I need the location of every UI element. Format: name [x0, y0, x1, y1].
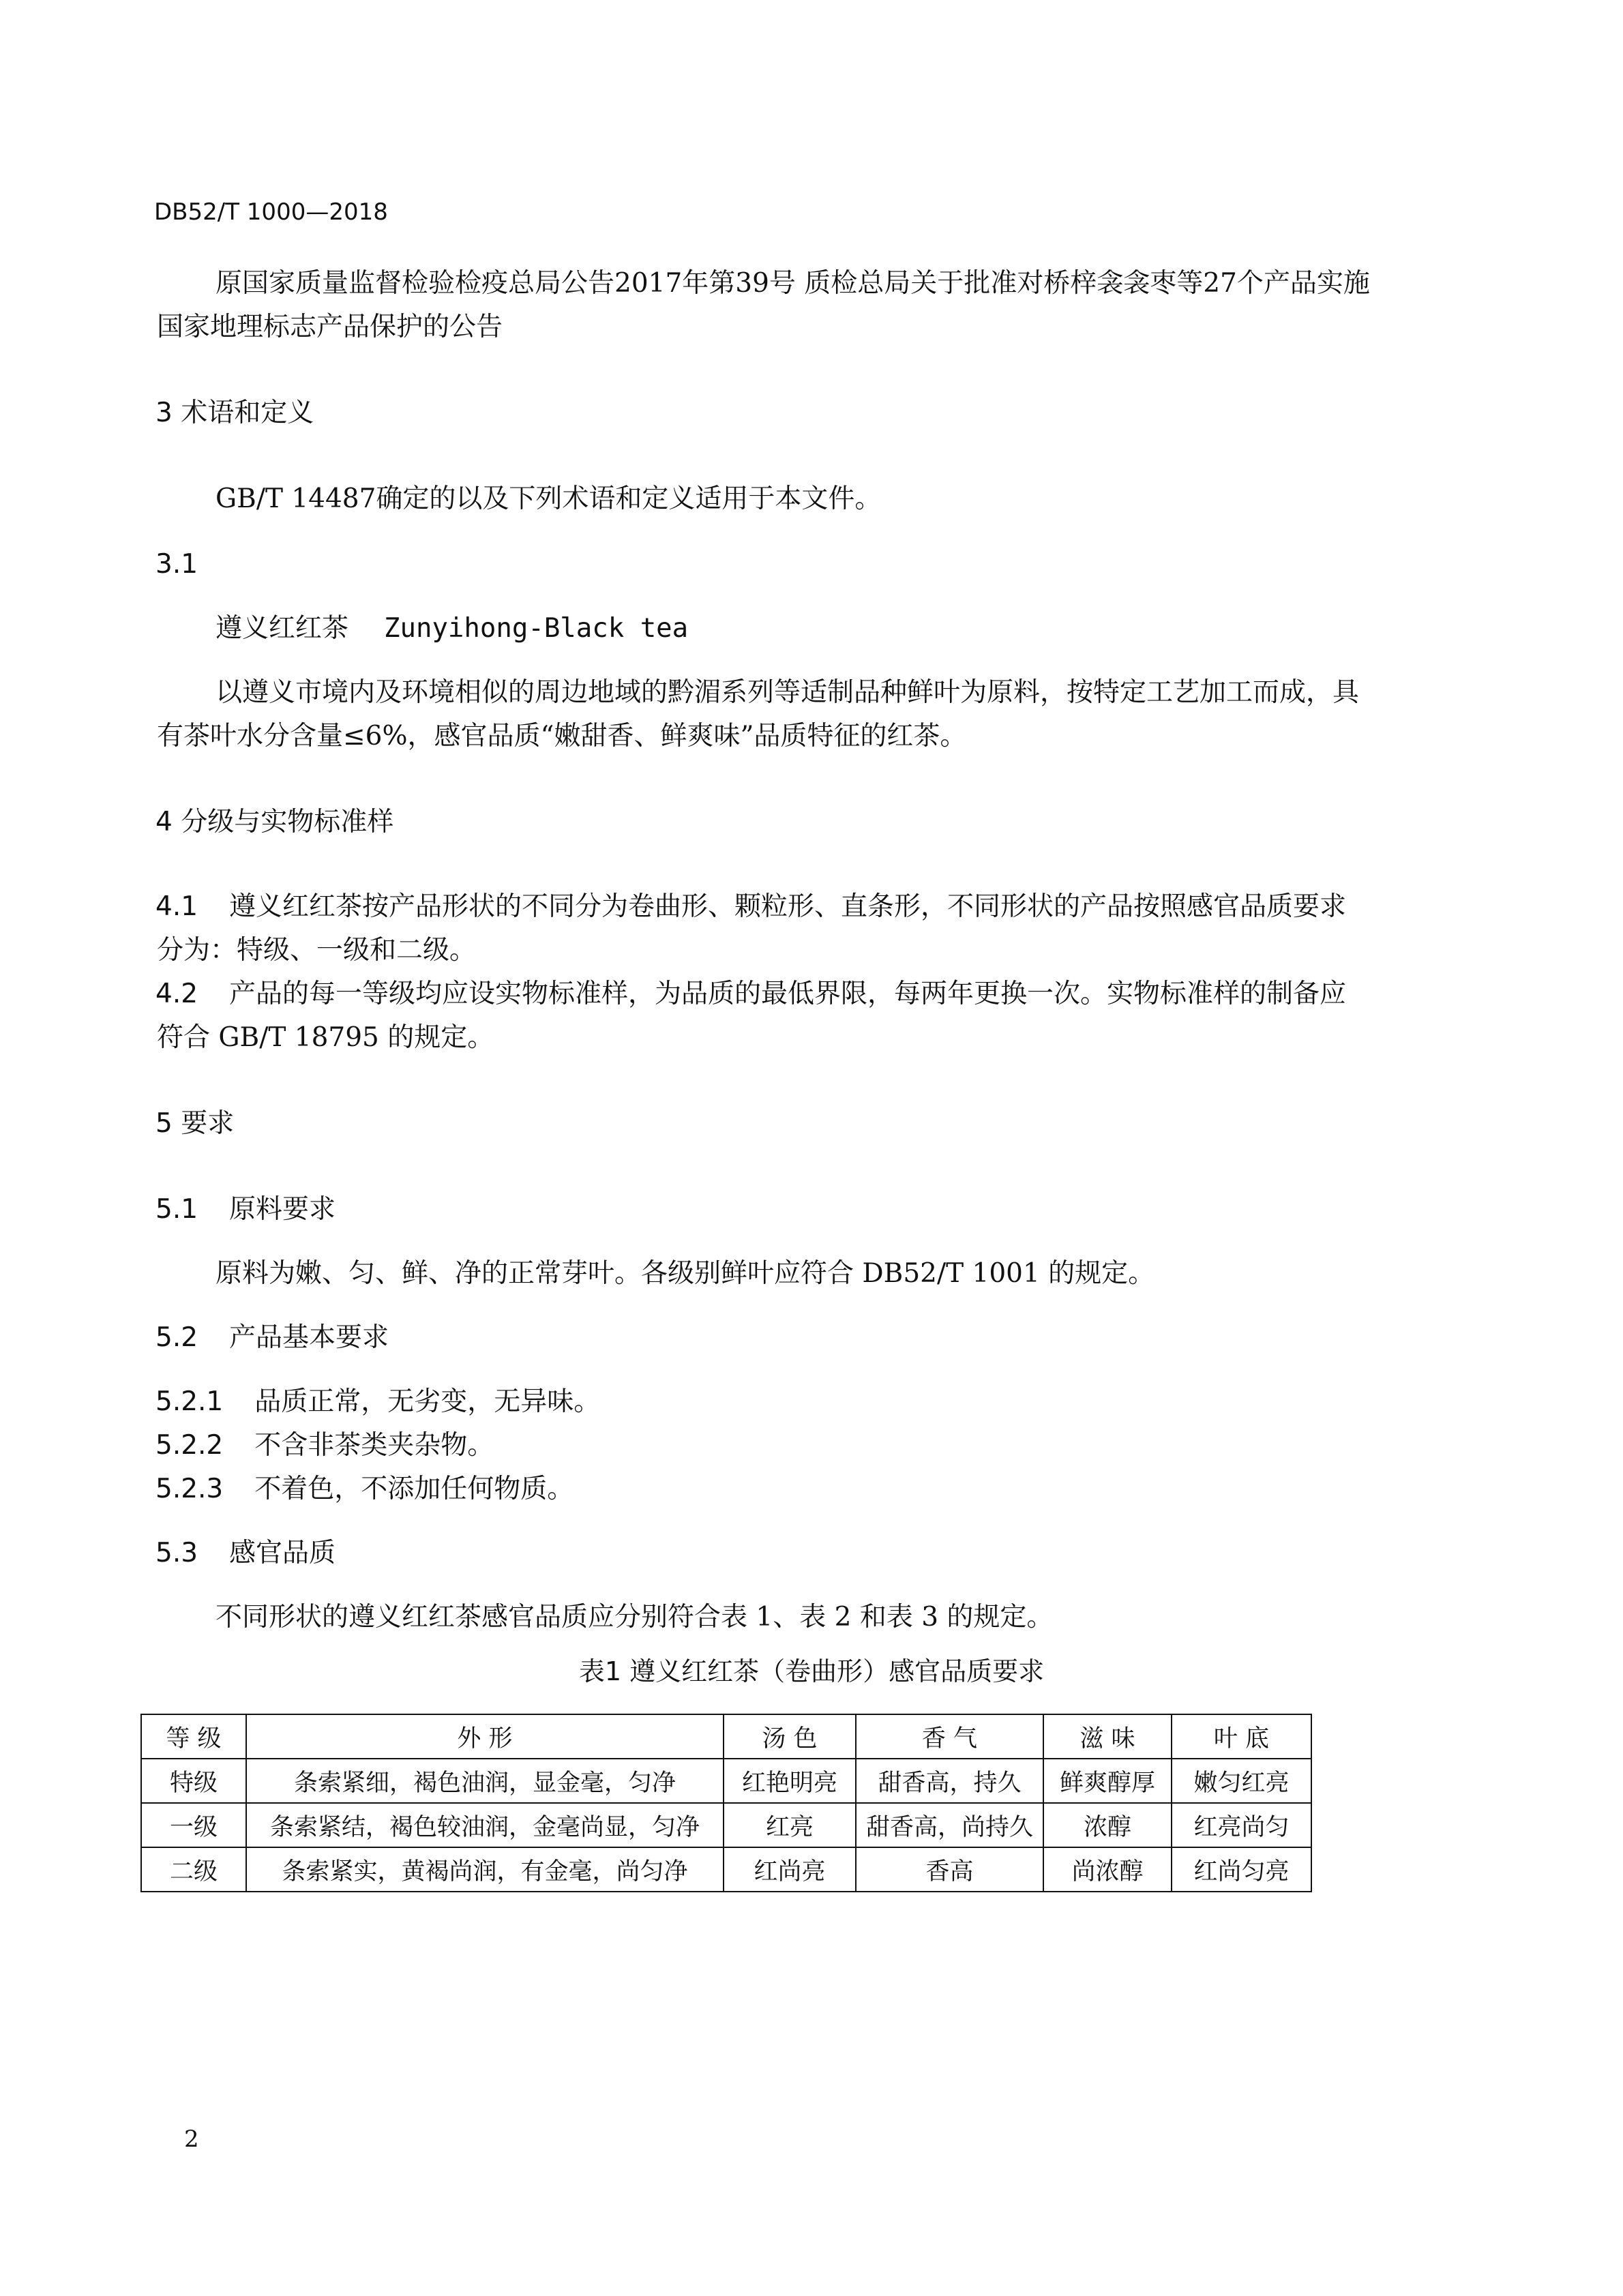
- cell-appearance: 条索紧实，黄褐尚润，有金毫，尚匀净: [246, 1847, 724, 1892]
- section-5-2-number: 5.2: [155, 1322, 198, 1353]
- term-definition-line-2: 有茶叶水分含量≤6%，感官品质“嫩甜香、鲜爽味”品质特征的红茶。: [157, 721, 967, 751]
- clause-5-2-3: [155, 1476, 574, 1502]
- term-english: Zunyihong-Black tea: [384, 613, 689, 644]
- cell-taste: 尚浓醇: [1043, 1847, 1172, 1892]
- clause-5-2-2-text: 不含非茶类夹杂物。: [254, 1430, 494, 1461]
- clause-4-1-number: 4.1: [155, 891, 198, 922]
- cell-liquor-color: 红艳明亮: [724, 1759, 856, 1803]
- cell-aroma: 甜香高，持久: [856, 1759, 1043, 1803]
- cell-liquor-color: 红亮: [724, 1803, 856, 1847]
- term-chinese: 遵义红红茶: [215, 613, 349, 644]
- cell-grade: 一级: [141, 1803, 246, 1847]
- cell-appearance: 条索紧细，褐色油润，显金毫，匀净: [246, 1759, 724, 1803]
- cell-taste: 浓醇: [1043, 1803, 1172, 1847]
- document-id: DB52/T 1000—2018: [154, 198, 388, 226]
- section-5-2-heading: [155, 1324, 389, 1351]
- section-5-heading: 5 要求: [155, 1108, 235, 1139]
- header-liquor-color: 汤 色: [724, 1714, 856, 1759]
- cell-aroma: 香高: [856, 1847, 1043, 1892]
- clause-4-2-line-2: 符合 GB/T 18795 的规定。: [157, 1022, 494, 1053]
- table-row: [141, 1803, 1311, 1847]
- clause-5-2-2-number: 5.2.2: [155, 1430, 224, 1461]
- cell-appearance: 条索紧结，褐色较油润，金毫尚显，匀净: [246, 1803, 724, 1847]
- section-5-1-text: 原料为嫩、匀、鲜、净的正常芽叶。各级别鲜叶应符合 DB52/T 1001 的规定。: [215, 1258, 1155, 1289]
- cell-infused-leaf: 红尚匀亮: [1172, 1847, 1311, 1892]
- section-4-heading: 4 分级与实物标准样: [155, 807, 394, 837]
- section-5-1-title: 原料要求: [229, 1194, 336, 1225]
- term-entry: [215, 615, 688, 642]
- header-taste: 滋 味: [1043, 1714, 1172, 1759]
- table-row: [141, 1759, 1311, 1803]
- section-5-3-number: 5.3: [155, 1538, 198, 1568]
- page-number: 2: [184, 2126, 199, 2153]
- section-5-3-title: 感官品质: [229, 1538, 336, 1568]
- clause-4-2-line-1: [155, 981, 1346, 1007]
- header-aroma: 香 气: [856, 1714, 1043, 1759]
- cell-taste: 鲜爽醇厚: [1043, 1759, 1172, 1803]
- cell-infused-leaf: 红亮尚匀: [1172, 1803, 1311, 1847]
- table-1: [140, 1714, 1312, 1892]
- clause-5-2-2: [155, 1432, 494, 1459]
- cell-aroma: 甜香高，尚持久: [856, 1803, 1043, 1847]
- section-5-3-text: 不同形状的遵义红红茶感官品质应分别符合表 1、表 2 和表 3 的规定。: [215, 1602, 1054, 1632]
- clause-4-2-text: 产品的每一等级均应设实物标准样，为品质的最低界限，每两年更换一次。实物标准样的制备应: [229, 979, 1347, 1009]
- section-5-3-heading: [155, 1540, 336, 1566]
- reference-text-line-1: 原国家质量监督检验检疫总局公告2017年第39号 质检总局关于批准对桥梓衾衾枣等27个产品实施: [215, 268, 1370, 299]
- table-header-row: [141, 1714, 1311, 1759]
- clause-5-2-3-text: 不着色，不添加任何物质。: [254, 1474, 574, 1504]
- section-3-1-number: 3.1: [155, 549, 198, 580]
- section-5-2-title: 产品基本要求: [229, 1322, 389, 1353]
- cell-grade: 二级: [141, 1847, 246, 1892]
- header-appearance: 外 形: [246, 1714, 724, 1759]
- table-row: [141, 1847, 1311, 1892]
- cell-infused-leaf: 嫩匀红亮: [1172, 1759, 1311, 1803]
- clause-4-2-number: 4.2: [155, 979, 198, 1009]
- header-grade: 等 级: [141, 1714, 246, 1759]
- section-3-intro: GB/T 14487确定的以及下列术语和定义适用于本文件。: [215, 483, 882, 514]
- clause-5-2-3-number: 5.2.3: [155, 1474, 224, 1504]
- cell-grade: 特级: [141, 1759, 246, 1803]
- clause-5-2-1-text: 品质正常，无劣变，无异味。: [254, 1386, 601, 1417]
- section-5-1-heading: [155, 1196, 336, 1223]
- table-1-title: 表1 遵义红红茶（卷曲形）感官品质要求: [578, 1656, 1045, 1686]
- section-3-heading: 3 术语和定义: [155, 398, 314, 428]
- term-definition-line-1: 以遵义市境内及环境相似的周边地域的黔湄系列等适制品种鲜叶为原料，按特定工艺加工而成，具: [215, 677, 1360, 708]
- cell-liquor-color: 红尚亮: [724, 1847, 856, 1892]
- clause-4-1-text: 遵义红红茶按产品形状的不同分为卷曲形、颗粒形、直条形，不同形状的产品按照感官品质要求: [229, 891, 1347, 922]
- reference-text-line-2: 国家地理标志产品保护的公告: [157, 312, 503, 342]
- clause-5-2-1: [155, 1388, 600, 1415]
- section-5-1-number: 5.1: [155, 1194, 198, 1225]
- clause-4-1-line-1: [155, 893, 1346, 920]
- table-1-container: [140, 1714, 1311, 1892]
- clause-4-1-line-2: 分为：特级、一级和二级。: [157, 935, 477, 966]
- clause-5-2-1-number: 5.2.1: [155, 1386, 224, 1417]
- header-infused-leaf: 叶 底: [1172, 1714, 1311, 1759]
